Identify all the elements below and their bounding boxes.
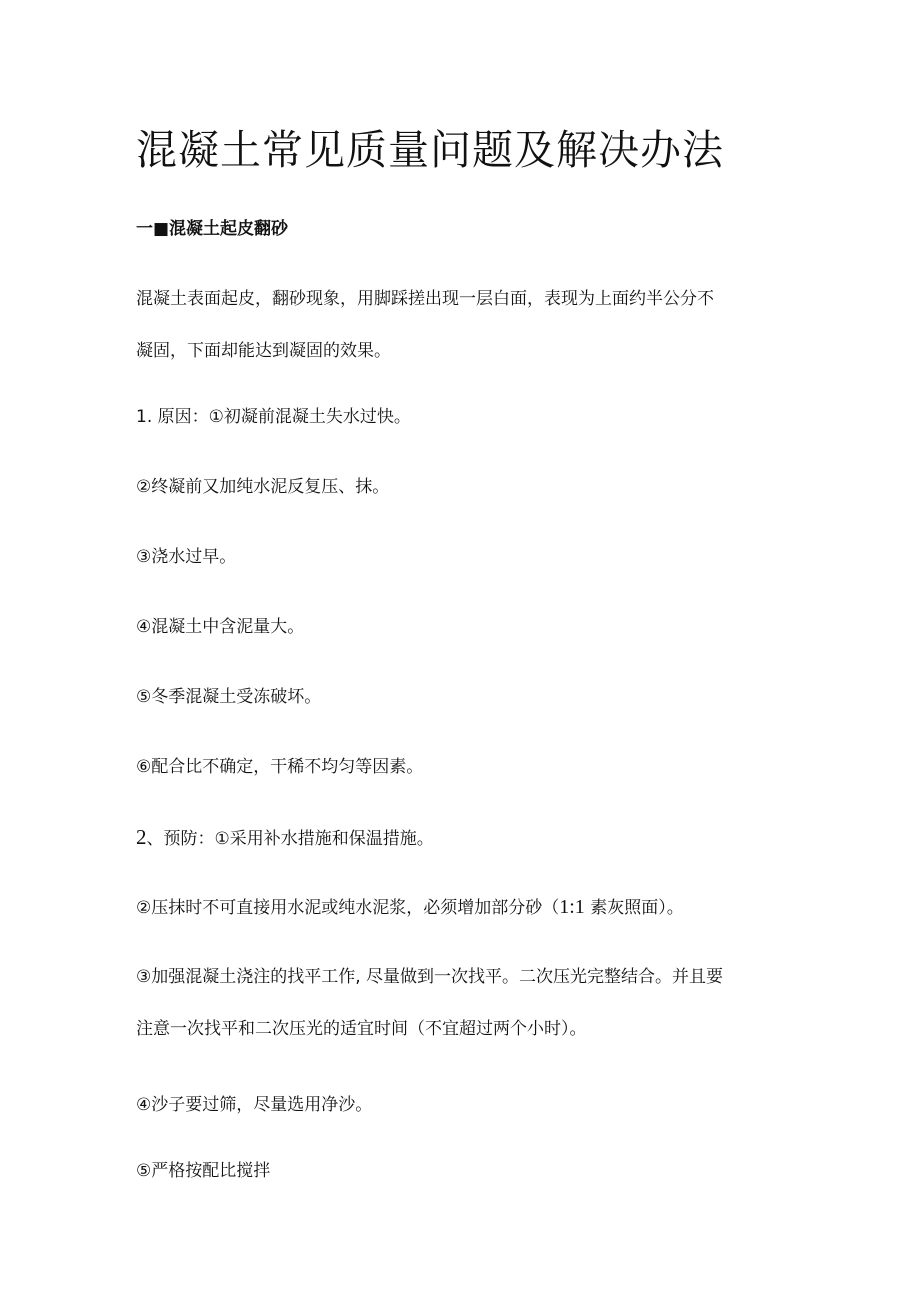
- prevention-number: 2: [136, 825, 147, 849]
- document-title: 混凝土常见质量问题及解决办法: [136, 126, 724, 174]
- description-line-1: 混凝土表面起皮，翻砂现象，用脚踩搓出现一层白面，表现为上面约半公分不: [136, 289, 714, 309]
- prevention-item-5: ⑤严格按配比搅拌: [136, 1161, 271, 1181]
- cause-item-4: ④混凝土中含泥量大。: [136, 617, 305, 637]
- prevention-item-4: ④沙子要过筛，尽量选用净沙。: [136, 1095, 373, 1115]
- prevention-intro: [136, 822, 796, 854]
- prevention-item-3-line-1: ③加强混凝土浇注的找平工作, 尽量做到一次找平。二次压光完整结合。并且要: [136, 967, 724, 987]
- description-line-2: 凝固，下面却能达到凝固的效果。: [136, 341, 391, 361]
- prevention-item-2-before: ②压抹时不可直接用水泥或纯水泥浆，必须增加部分砂（: [136, 898, 560, 918]
- cause-item-5: ⑤冬季混凝土受冻破坏。: [136, 687, 322, 707]
- cause-item-2: ②终凝前又加纯水泥反复压、抹。: [136, 477, 390, 497]
- causes-intro: 1. 原因：①初凝前混凝土失水过快。: [136, 407, 411, 427]
- cause-item-3: ③浇水过早。: [136, 547, 237, 567]
- prevention-item-2-after: 素灰照面）。: [584, 898, 684, 918]
- prevention-item-3-line-2: 注意一次找平和二次压光的适宜时间（不宜超过两个小时）。: [136, 1019, 587, 1039]
- prevention-intro-text: 、预防：①采用补水措施和保温措施。: [146, 829, 434, 849]
- section-heading: 一■混凝土起皮翻砂: [136, 219, 289, 239]
- prevention-item-2-ratio: 1:1: [559, 896, 585, 918]
- prevention-item-2: [136, 892, 796, 923]
- cause-item-6: ⑥配合比不确定，干稀不均匀等因素。: [136, 757, 424, 777]
